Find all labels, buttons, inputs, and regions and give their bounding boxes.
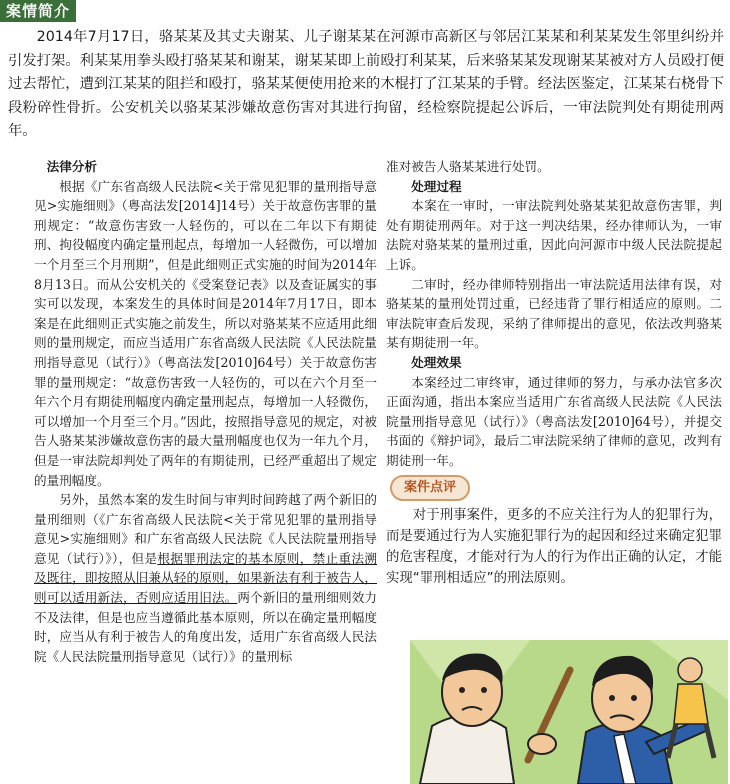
cartoon-hand	[528, 734, 556, 754]
heading-process: 处理过程	[411, 178, 462, 194]
paragraph-2-text-a: 另外，虽然本案的发生时间与审判时间跨越了两个新旧的量刑细则（《广东省高级人民法院<关于常见犯罪的量刑指导意见>实施细则》和广东省高级人民法院《人民法院量刑指导意见（试行）》），但是	[34, 492, 377, 566]
legal-analysis-paragraph-1: 根据《广东省高级人民法院<关于常见犯罪的量刑指导意见>实施细则》（粤高法发[2014]14号）关于故意伤害罪的量刑规定：“故意伤害致一人轻伤的，可以在二年以下有期徒刑、拘役幅度内确定量刑起点，每增加一人轻微伤，可以增加一个月至三个月刑期”，但是此细则正式实施的时间为2014年8月13日。而从公安机关的《受案登记表》以及查证属实的事实可以发现，本案发生的具体时间是2014年7月17日，即本案是在此细则正式实施之前发生，所以对骆某某不应适用此细则的量刑规定，而应当适用广东省高级人民法院《人民法院量刑指导意见（试行）》（粤高法发[2010]64号）关于故意伤害罪的量刑规定：“故意伤害致一人轻伤的，可以在六个月至一年六个月有期徒刑幅度内确定量刑起点，每增加一人轻微伤，可以增加一个月至三个月。”因此，按照指导意见的规定，对被告人骆某某涉嫌故意伤害的最大量刑幅度也仅为一年九个月，但是一审法院却判处了两年的有期徒刑，已经严重超出了规定的量刑幅度。	[34, 178, 377, 488]
effect-paragraph: 本案经过二审终审，通过律师的努力，与承办法官多次正面沟通，指出本案应当适用广东省高级人民法院《人民法院量刑指导意见（试行）》（粤高法发[2010]64号），并提交书面的《辩护词》，最后二审法院采纳了律师的意见，改判有期徒刑一年。	[386, 374, 722, 468]
cartoon-illustration	[410, 640, 728, 784]
case-intro-paragraph: 2014年7月17日，骆某某及其丈夫谢某、儿子谢某某在河源市高新区与邻居江某某和利某某发生邻里纠纷并引发打架。利某某用拳头殴打骆某某和谢某，谢某某即上前殴打利某某，后来骆某某发现谢某某被对方人员殴打便过去帮忙，遭到江某某的阻拦和殴打，骆某某便使用抢来的木棍打了江某某的手臂。经法医鉴定，江某某右桡骨下段粉碎性骨折。公安机关以骆某某涉嫌故意伤害对其进行拘留，经检察院提起公诉后，一审法院判处有期徒刑两年。	[8, 29, 724, 140]
right-column	[386, 157, 722, 589]
section-tag-case-summary: 案情简介	[0, 0, 76, 22]
case-comment-paragraph: 对于刑事案件，更多的不应关注行为人的犯罪行为，而是要通过行为人实施犯罪行为的起因和经过来确定犯罪的危害程度，才能对行为人的行为作出正确的认定，才能实现“罪刑相适应”的刑法原则。	[386, 507, 722, 586]
paragraph-2-underlined-principle: 根据罪刑法定的基本原则，禁止重法溯及既往，即按照从旧兼从轻的原则，如果新法有利于被告人，则可以适用新法，否则应适用旧法。	[34, 550, 377, 606]
case-comment-badge: 案件点评	[390, 475, 470, 501]
process-first-instance: 本案在一审时，一审法院判处骆某某犯故意伤害罪，判处有期徒刑两年。对于这一判决结果，经办律师认为，一审法院对骆某某的量刑过重，因此向河源市中级人民法院提起上诉。	[386, 198, 722, 272]
continuation-text: 准对被告人骆某某进行处罚。	[386, 159, 550, 174]
heading-effect: 处理效果	[411, 354, 462, 370]
legal-analysis-paragraph-2	[34, 490, 377, 666]
paragraph-2-text-b: 两个新旧的量刑细则效力不及法律，但是也应当遵循此基本原则，所以在确定量刑幅度时，应当从有利于被告人的角度出发，适用广东省高级人民法院《人民法院量刑指导意见（试行）》的量刑标	[34, 590, 378, 664]
left-column	[34, 157, 377, 666]
process-second-instance: 二审时，经办律师特别指出一审法院适用法律有误，对骆某某的量刑处罚过重，已经违背了罪行相适应的原则。二审法院审查后发现，采纳了律师提出的意见，依法改判骆某某有期徒刑一年。	[386, 276, 722, 351]
heading-legal-analysis: 法律分析	[46, 159, 97, 174]
